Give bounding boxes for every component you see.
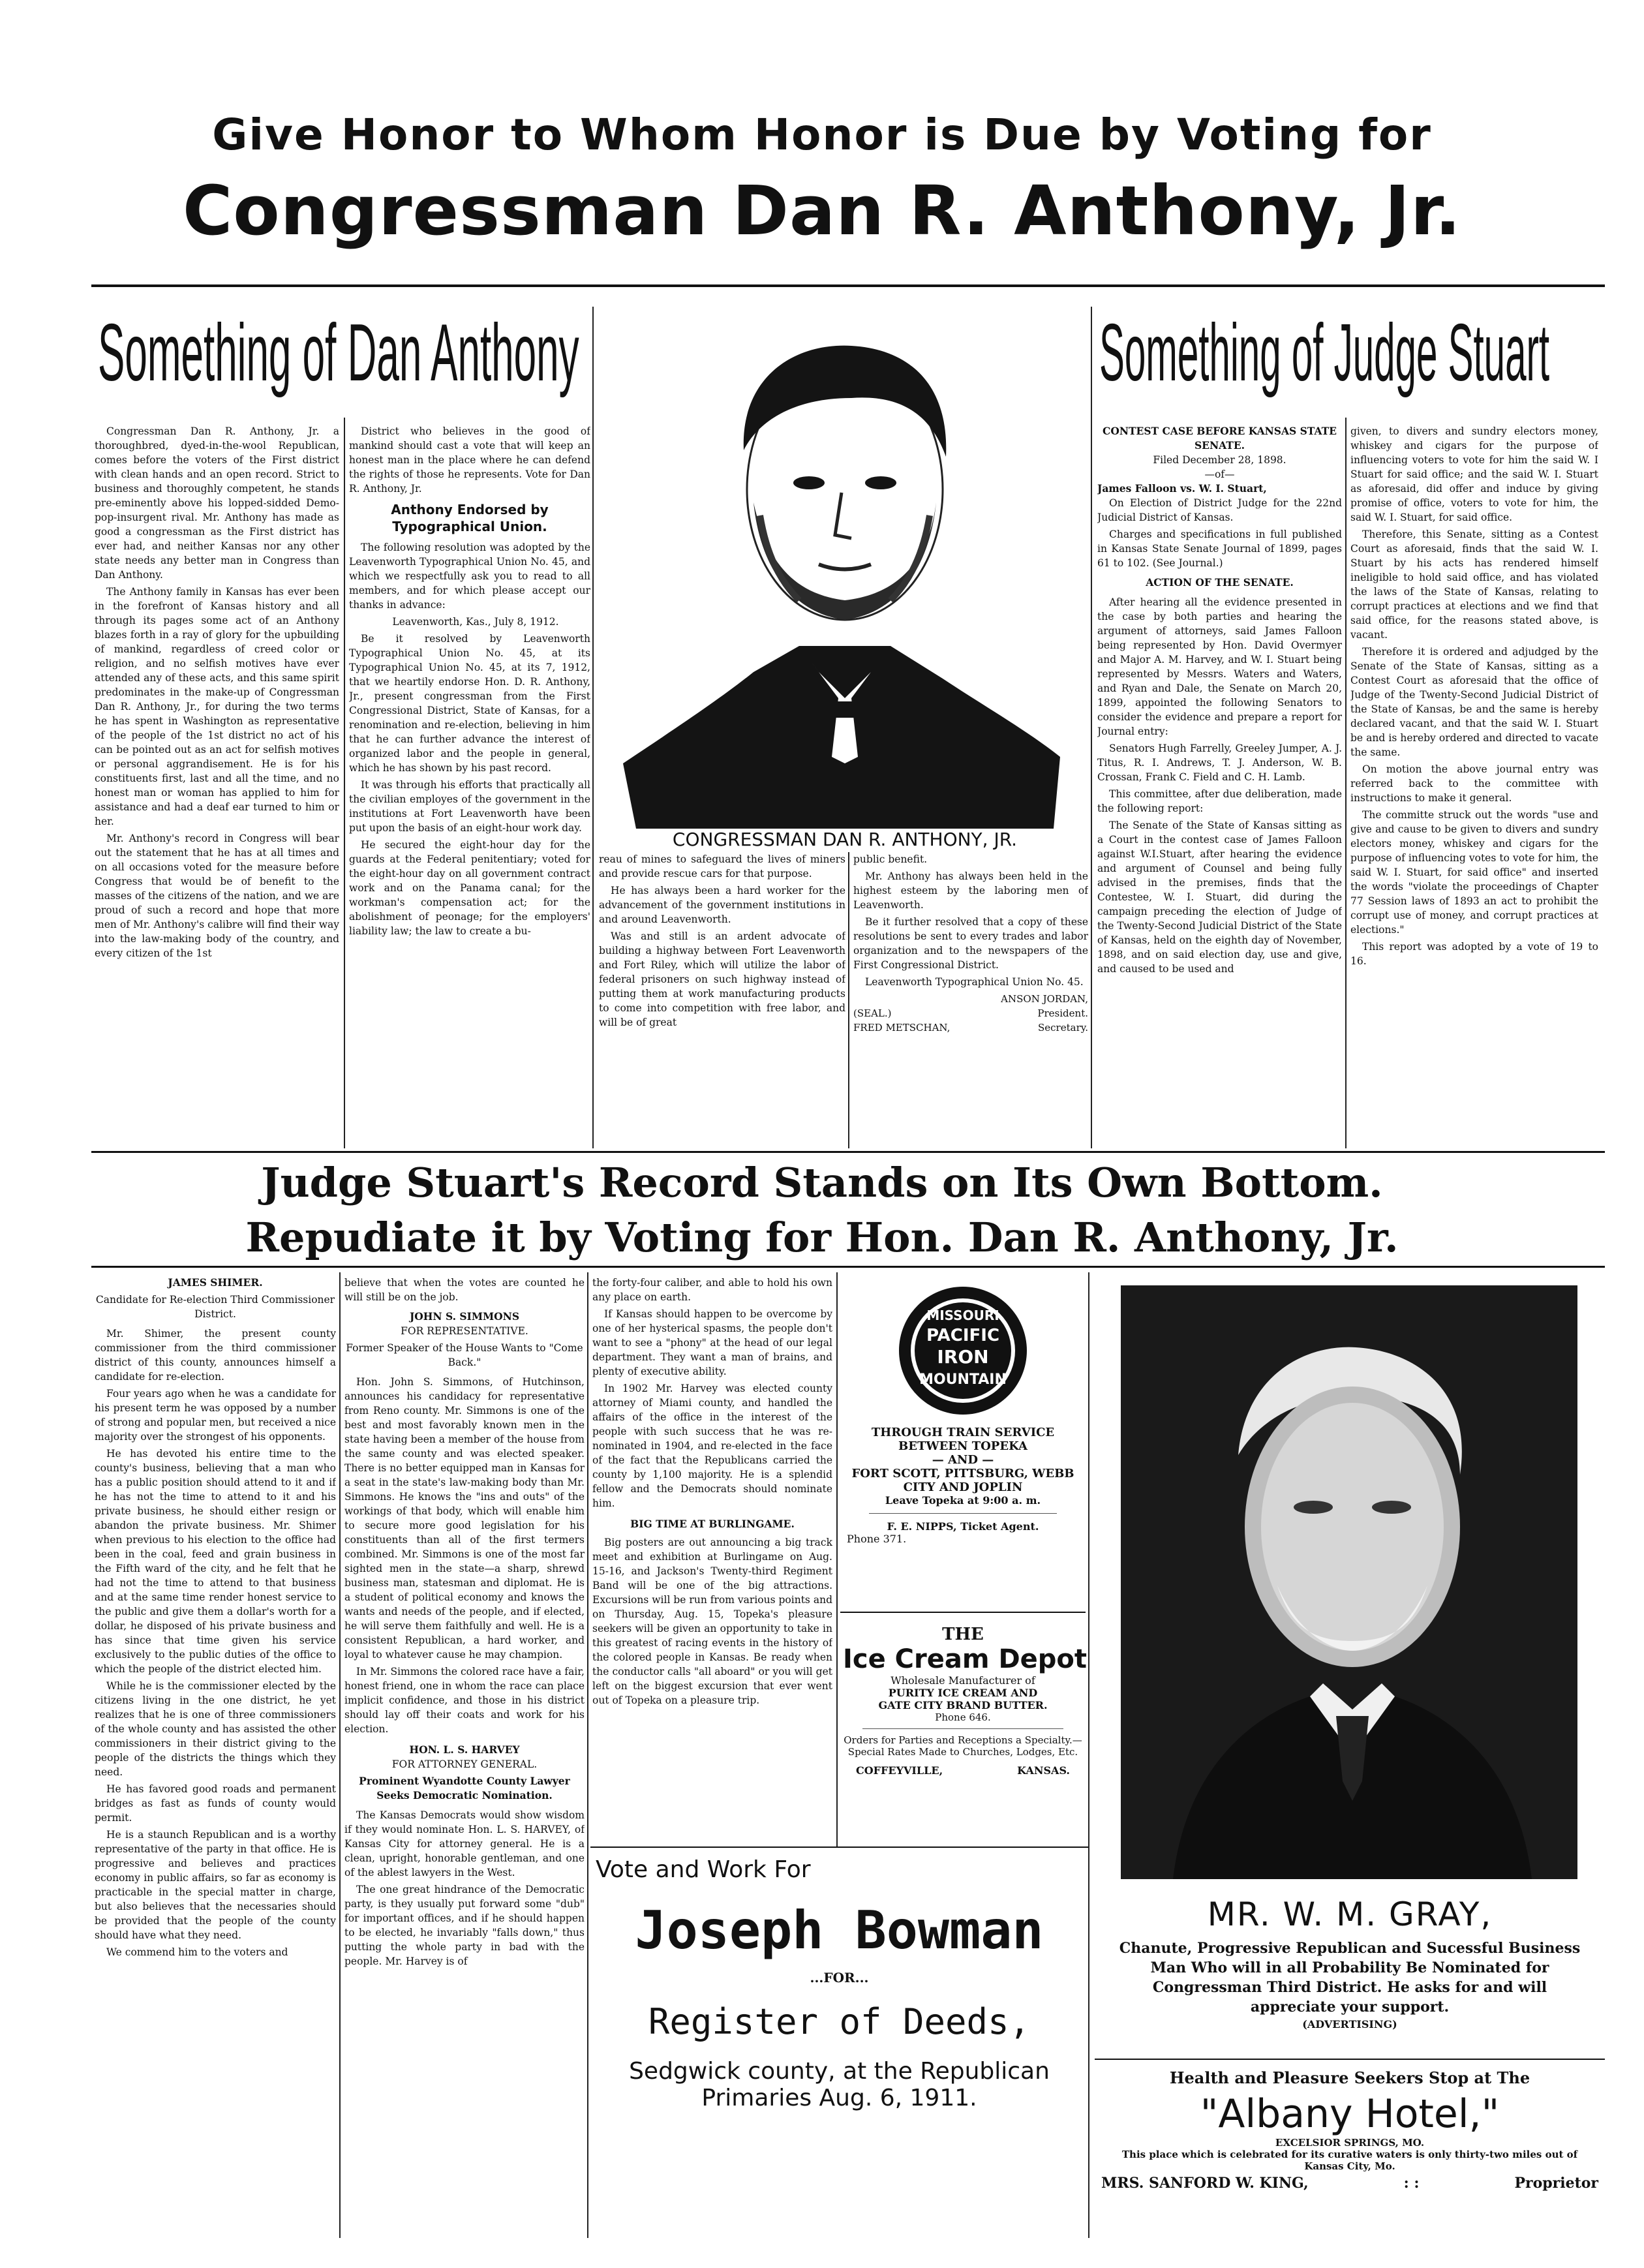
mopac-logo-text: MISSOURI	[926, 1308, 999, 1323]
paragraph: The one great hindrance of the Democratic party, is they usually put forward some "dub" for important offices, and if he should happen to be elected, he invariably "falls down," thus putting the whole party in bad with the people. Mr. Harvey is of	[344, 1884, 585, 1967]
parties-line: James Falloon vs. W. I. Stuart,	[1097, 482, 1267, 495]
bowman-for: ...FOR...	[810, 1970, 869, 1985]
big-time-heading: BIG TIME AT BURLINGAME.	[630, 1518, 795, 1530]
divider	[869, 1513, 1057, 1514]
simmons-subhead: Former Speaker of the House Wants to "Come Back."	[346, 1342, 583, 1368]
simmons-column	[344, 1276, 585, 2235]
paragraph: He is a staunch Republican and is a worthy representative of the party in that office. He is progressive and believes and practices economy in public affairs, so far as economy is practicable in the special matter in charge, but also believes that the necessaries should be provided that the people of the county should have what they need.	[95, 1829, 336, 1941]
banner-rule-bottom	[91, 1266, 1605, 1268]
paragraph: He has always been a hard worker for the advancement of the government institutions in and around Leavenworth.	[599, 885, 845, 925]
gray-portrait	[1121, 1285, 1577, 1879]
signature-left: FRED METSCHAN,	[853, 1022, 951, 1034]
banner-line-1: Judge Stuart's Record Stands on Its Own Bottom.	[261, 1159, 1383, 1206]
anthony-column-1	[95, 424, 339, 1148]
paragraph: Mr. Anthony's record in Congress will bear out the statement that he has at all times and on all occasions voted for the measure before Congress that would be of benefit to the masses of the citizens of the nation, and we are proud of such a record and hope that more men of Mr. Anthony's calibre will find their way into the law-making body of the country, and every citizen of the 1st	[95, 833, 339, 959]
paragraph: This report was adopted by a vote of 19 to 16.	[1350, 941, 1598, 967]
paragraph: After hearing all the evidence presented in the case by both parties and hearing the argument of attorneys, said James Falloon being represented by Hon. David Overmyer and Major A. M. Harvey, and W. I. Stuart being represented by Messrs. Waters and Waters, and Ryan and Dale, the Senate on March 20, 1899, appointed the following Senators to consider the evidence and prepare a report for Journal entry:	[1097, 596, 1342, 737]
albany-line: Health and Pleasure Seekers Stop at The	[1169, 2068, 1530, 2087]
albany-proprietor: Proprietor	[1514, 2175, 1598, 2192]
albany-rule	[1095, 2059, 1605, 2060]
mopac-line: — AND —	[932, 1453, 994, 1467]
masthead-line-2: Congressman Dan R. Anthony, Jr.	[182, 171, 1462, 251]
albany-place: EXCELSIOR SPRINGS, MO.	[1275, 2137, 1425, 2149]
mopac-ad	[843, 1282, 1083, 1545]
column-rule	[1345, 418, 1347, 1148]
mopac-line: THROUGH TRAIN SERVICE	[871, 1426, 1055, 1439]
paragraph: believe that when the votes are counted he will still be on the job.	[344, 1277, 585, 1303]
signature-right: ANSON JORDAN,	[1001, 993, 1088, 1005]
albany-ad	[1095, 2068, 1605, 2192]
signature-right: President.	[1037, 1007, 1088, 1019]
paragraph: Charges and specifications in full published in Kansas State Senate Journal of 1899, pages 61 to 102. (See Journal.)	[1097, 529, 1342, 569]
paragraph: Senators Hugh Farrelly, Greeley Jumper, A. J. Titus, R. I. Andrews, T. J. Anderson, W. B. Crossan, Frank C. Field and C. H. Lamb.	[1097, 743, 1342, 783]
paragraph: Hon. John S. Simmons, of Hutchinson, announces his candidacy for representative from Reno county. Mr. Simmons is one of the best and most favorably known men in the state having been a member of the house from the same county and was elected speaker. There is no better equipped man in Kansas for a seat in the state's law-making body than Mr. Simmons. He knows the "ins and outs" of the workings of that body, which will enable him to secure more good legislation for his constituents than all of the first termers combined. Mr. Simmons is one of the most far sighted men in the state—a sharp, shrewd business man, statesman and diplomat. He is a student of political economy and knows the wants and needs of the people, and if elected, he will serve them faithfully and well. He is a consistent Republican, a hard worker, and loyal to whatever cause he may champion.	[344, 1376, 585, 1661]
paragraph: The following resolution was adopted by the Leavenworth Typographical Union No. 45, and which we respectfully ask you to read to all members, and for which please accept our thanks in advance:	[349, 542, 590, 611]
ice-cream-name: Ice Cream Depot	[843, 1644, 1088, 1674]
paragraph: District who believes in the good of mankind should cast a vote that will keep an honest man in the place where he can defend the rights of those he represents. Vote for Dan R. Anthony, Jr.	[349, 425, 590, 495]
mopac-line: Leave Topeka at 9:00 a. m.	[885, 1494, 1041, 1507]
paragraph: given, to divers and sundry electors money, whiskey and cigars for the purpose of influencing voters to vote for him the said W. I Stuart for said office; and the said W. I. Stuart as aforesaid, did offer and induce by giving promise of office, voters to vote for him, the said W. I. Stuart, for said office.	[1350, 425, 1598, 523]
albany-name: "Albany Hotel,"	[1200, 2091, 1500, 2137]
mopac-agent: F. E. NIPPS, Ticket Agent.	[887, 1520, 1039, 1533]
ice-cream-location	[856, 1764, 1070, 1777]
paragraph: It was through his efforts that practically all the civilian employes of the government in the institutions at Fort Leavenworth have been put upon the basis of an eight-hour work day.	[349, 779, 590, 834]
ice-cream-line: Orders for Parties and Receptions a Specialty.—Special Rates Made to Churches, Lodges, Etc.	[844, 1734, 1082, 1758]
signature-right: Secretary.	[1038, 1022, 1088, 1034]
shimer-name: JAMES SHIMER.	[168, 1276, 263, 1289]
column-rule	[1091, 307, 1092, 1148]
ad-rule	[840, 1612, 1086, 1613]
divider	[862, 1728, 1063, 1729]
banner-line-2: Repudiate it by Voting for Hon. Dan R. Anthony, Jr.	[245, 1214, 1399, 1261]
paragraph: He has favored good roads and permanent bridges as fast as funds of county would permit.	[95, 1783, 336, 1824]
paragraph: Four years ago when he was a candidate for his present term he was opposed by a number of strong and popular men, but received a nice majority over the strongest of his opponents.	[95, 1388, 336, 1443]
paragraph: Mr. Anthony has always been held in the highest esteem by the laboring men of Leavenworth.	[853, 870, 1088, 911]
paragraph: Congressman Dan R. Anthony, Jr. a thoroughbred, dyed-in-the-wool Republican, comes before the voters of the First district with clean hands and an open record. Strict to business and thoroughly competent, he stands pre-eminently above his lopped-sidded Demo-pop-insurgent rival. Mr. Anthony has made as good a congressman as the First district has ever had, and neither Kansas nor any other state needs any better man in Congress than Dan Anthony.	[95, 425, 339, 581]
shimer-column	[95, 1276, 336, 2235]
anthony-column-2	[349, 424, 590, 1148]
mopac-line: FORT SCOTT, PITTSBURG, WEBB CITY AND JOPLIN	[851, 1467, 1074, 1494]
paragraph: He secured the eight-hour day for the guards at the Federal penitentiary; voted for the eight-hour day on all government contract work and on the Panama canal; for the workman's compensation act; for the abolishment of peonage; for the employers' liability law; the law to create a bu-	[349, 839, 590, 937]
albany-colons: : :	[1403, 2175, 1420, 2192]
ice-cream-line: PURITY ICE CREAM AND	[888, 1687, 1038, 1699]
mopac-logo-text: IRON	[937, 1346, 989, 1368]
column-rule	[592, 307, 594, 1148]
albany-line: This place which is celebrated for its curative waters is only thirty-two miles out of Kansas City, Mo.	[1121, 2149, 1578, 2172]
state: KANSAS.	[1017, 1764, 1070, 1777]
ice-cream-line: Wholesale Manufacturer of	[890, 1674, 1035, 1687]
bowman-name: Joseph Bowman	[635, 1900, 1044, 1961]
paragraph: On motion the above journal entry was referred back to the committee with instructions to make it general.	[1350, 763, 1598, 804]
masthead-rule	[91, 284, 1605, 287]
column-rule	[344, 418, 345, 1148]
shimer-subhead: Candidate for Re-election Third Commissioner District.	[95, 1294, 335, 1320]
paragraph: The Anthony family in Kansas has ever been in the forefront of Kansas history and all through its pages some act of an Anthony blazes forth in a ray of glory for the upbuilding of mankind, regardless of creed color or religion, and no selfish motives have ever attended any of these acts, and this same spirit predominates in the make-up of Congressman Dan R. Anthony, Jr., for during the two terms he has spent in Washington as representative of the people of the 1st district no act of his can be pointed out as an act for selfish motives or personal aggrandisement. He is for his constituents first, last and all the time, and no honest man or woman has applied to him for assistance and had a deaf ear turned to him or her.	[95, 586, 339, 827]
signature-line	[853, 992, 1088, 1006]
banner-rule-top	[91, 1151, 1605, 1153]
gray-advertising: (ADVERTISING)	[1302, 2018, 1397, 2030]
harvey-continued-column	[592, 1276, 832, 1843]
paragraph: Therefore it is ordered and adjudged by the Senate of the State of Kansas, sitting as a Contest Court as aforesaid that the office of Judge of the Twenty-Second Judicial District of the State of Kansas, be and the same is hereby declared vacant, and that the said W. I. Stuart be and is hereby ordered and directed to vacate the same.	[1350, 646, 1598, 758]
gray-ad	[1095, 1895, 1605, 2030]
simmons-for: FOR REPRESENTATIVE.	[401, 1325, 528, 1337]
ice-cream-ad	[843, 1625, 1088, 1777]
contest-heading: CONTEST CASE BEFORE KANSAS STATE SENATE.	[1102, 425, 1337, 452]
paragraph: While he is the commissioner elected by the citizens living in the one district, he yet realizes that he is one of three commissioners of the whole county and has assisted the other commissioners in their district giving to the people of the districts the things which they need.	[95, 1680, 336, 1778]
paragraph: Therefore, this Senate, sitting as a Contest Court as aforesaid, finds that the said W. I. Stuart by his acts has rendered himself ineligible to hold said office, and has violated the laws of the State of Kansas, relating to corrupt practices at elections and we find that said office, for the reasons stated above, is vacant.	[1350, 529, 1598, 641]
signature-line	[853, 1006, 1088, 1020]
paragraph: the forty-four caliber, and able to hold his own any place on earth.	[592, 1277, 832, 1303]
paragraph: The Kansas Democrats would show wisdom if they would nominate Hon. L. S. HARVEY, of Kansas City for attorney general. He is a clean, upright, honorable gentleman, and one of the ablest lawyers in the West.	[344, 1809, 585, 1878]
column-rule	[587, 1272, 588, 2238]
mopac-line: BETWEEN TOPEKA	[898, 1439, 1028, 1453]
paragraph: On Election of District Judge for the 22nd Judicial District of Kansas.	[1097, 497, 1342, 523]
simmons-name: JOHN S. SIMMONS	[409, 1310, 520, 1323]
anthony-portrait	[603, 307, 1083, 848]
paragraph: In Mr. Simmons the colored race have a fair, honest friend, one in whom the race can place implicit confidence, and those in his district should lay off their coats and work for his election.	[344, 1666, 585, 1735]
paragraph: Was and still is an ardent advocate of building a highway between Fort Leavenworth and Fort Riley, which will utilize the labor of federal prisoners on such highway instead of putting them at work manufacturing products to come into competition with free labor, and will be of great	[599, 930, 845, 1028]
gray-text: Chanute, Progressive Republican and Sucessful Business Man Who will in all Probability Be Nominated for Congressman Third District. He asks for and will appreciate your support.	[1119, 1940, 1581, 2015]
paragraph: Be it further resolved that a copy of these resolutions be sent to every trades and labor organization and to the newspapers of the First Congressional District.	[853, 916, 1088, 971]
bowman-line: Vote and Work For	[596, 1856, 811, 1883]
paragraph: Be it resolved by Leavenworth Typographical Union No. 45, at its Typographical Union No. 45, at its 7, 1912, that we heartily endorse Hon. D. R. Anthony, Jr., present congressman from the First Congressional District, State of Kansas, for a renomination and re-election, believing in him that he can further advance the interest of organized labor and the people in general, which he has shown by his past record.	[349, 633, 590, 774]
union-signature-name: Leavenworth Typographical Union No. 45.	[865, 976, 1084, 988]
of-line: —of—	[1204, 468, 1235, 480]
paragraph: Big posters are out announcing a big track meet and exhibition at Burlingame on Aug. 15-16, and Jackson's Twenty-third Regiment Band will be one of the big attractions. Excursions will be run from various points and on Thursday, Aug. 15, Topeka's pleasure seekers will be given an opportunity to take in this greatest of racing events in the history of the colored people in Kansas. Be ready when the conductor calls "all aboard" or you will get left on the biggest excursion that ever went out of Topeka on a pleasure trip.	[592, 1537, 832, 1706]
anthony-column-4	[853, 852, 1088, 1148]
bowman-line: Primaries Aug. 6, 1911.	[701, 2085, 977, 2111]
bowman-office: Register of Deeds,	[648, 2001, 1031, 2042]
paragraph: We commend him to the voters and	[106, 1946, 288, 1958]
column-rule	[339, 1272, 341, 2238]
mopac-logo-text: PACIFIC	[926, 1326, 1000, 1345]
signature-left: (SEAL.)	[853, 1007, 892, 1019]
column-rule	[836, 1272, 838, 1847]
masthead-line-1: Give Honor to Whom Honor is Due by Voting for	[212, 110, 1432, 160]
paragraph: Mr. Shimer, the present county commissioner from the third commissioner district of this county, announces himself a candidate for re-election.	[95, 1328, 336, 1383]
albany-owner: MRS. SANFORD W. KING,	[1101, 2175, 1309, 2192]
mopac-logo-icon	[894, 1282, 1031, 1419]
ice-cream-phone: Phone 646.	[935, 1711, 991, 1723]
anthony-heading: Something of Dan Anthony	[98, 308, 579, 398]
ice-cream-line: GATE CITY BRAND BUTTER.	[878, 1699, 1048, 1711]
paragraph: The committe struck out the words "use and give and cause to be given to divers and sundry electors money, whiskey and cigars for the purpose of influencing votes to vote for him, the said W. I. Stuart, for said office" and inserted the words "violate the proceedings of Chapter 77 Session laws of 1893 an act to prohibit the corrupt use of money, and corrupt practices at elections."	[1350, 809, 1598, 936]
paragraph: He has devoted his entire time to the county's business, believing that a man who has a public position should attend to it and if he has not the time to attend to it and his private business, he should either resign or abandon the private business. Mr. Shimer when previous to his election to the office had been in the coal, feed and grain business in the Fifth ward of the city, and he felt that he had not the time to attend to that business and at the same time render honest service to the public and give them a dollar's worth for a dollar, he disposed of his private business and has since that time given his service exclusively to the public duties of the office to which the people of the district elected him.	[95, 1448, 336, 1675]
bowman-line: Sedgwick county, at the Republican	[629, 2058, 1050, 2085]
mopac-phone: Phone 371.	[847, 1533, 907, 1545]
gray-name: MR. W. M. GRAY,	[1207, 1895, 1493, 1933]
albany-owner-line	[1101, 2175, 1598, 2192]
stuart-column-2	[1350, 424, 1598, 1148]
paragraph: If Kansas should happen to be overcome by one of her hysterical spasms, the people don't want to see a "phony" at the head of our legal department. They want a man of brains, and plenty of executive ability.	[592, 1308, 832, 1377]
paragraph: The Senate of the State of Kansas sitting as a Court in the contest case of James Falloon against W.I.Stuart, after hearing the evidence and argument of Counsel and being fully advised in the premises, finds that the Contestee, W. I. Stuart, did during the campaign preceding the election of Judge of the Twenty-Second Judicial District of the State of Kansas, held on the eighth day of November, 1898, and on said election day, use and give, and caused to be used and	[1097, 820, 1342, 975]
filed-date: Filed December 28, 1898.	[1153, 454, 1286, 466]
stuart-column-1	[1097, 424, 1342, 1148]
harvey-subhead: Prominent Wyandotte County Lawyer Seeks Democratic Nomination.	[359, 1775, 570, 1801]
paragraph: public benefit.	[853, 853, 928, 865]
mopac-logo-text: MOUNTAIN	[919, 1372, 1007, 1388]
column-rule	[848, 852, 849, 1148]
column-rule	[1088, 1272, 1089, 1847]
portrait-caption: CONGRESSMAN DAN R. ANTHONY, JR.	[672, 829, 1018, 850]
bowman-ad	[590, 1856, 1088, 2111]
stuart-heading: Something of Judge Stuart	[1099, 308, 1550, 398]
signature-line	[853, 1020, 1088, 1035]
ice-cream-the: THE	[942, 1625, 984, 1644]
column-rule	[1088, 1847, 1089, 2238]
city: COFFEYVILLE,	[856, 1764, 943, 1777]
paragraph: reau of mines to safeguard the lives of miners and provide rescue cars for that purpose.	[599, 853, 845, 880]
harvey-name: HON. L. S. HARVEY	[409, 1743, 520, 1756]
union-endorsement-heading: Anthony Endorsed by Typographical Union.	[391, 502, 549, 534]
harvey-for: FOR ATTORNEY GENERAL.	[391, 1758, 538, 1770]
action-heading: ACTION OF THE SENATE.	[1146, 576, 1294, 589]
paragraph: In 1902 Mr. Harvey was elected county attorney of Miami county, and handled the affairs of the office in the interest of the people with such success that he was re-nominated in 1904, and re-elected in the face of the fact that the Republicans carried the county by 1,100 majority. He is a splendid fellow and the Democrats should nominate him.	[592, 1383, 832, 1509]
paragraph: Leavenworth, Kas., July 8, 1912.	[392, 616, 559, 628]
paragraph: This committee, after due deliberation, made the following report:	[1097, 788, 1342, 814]
anthony-column-3	[599, 852, 845, 1148]
bowman-rule	[590, 1847, 1088, 1848]
